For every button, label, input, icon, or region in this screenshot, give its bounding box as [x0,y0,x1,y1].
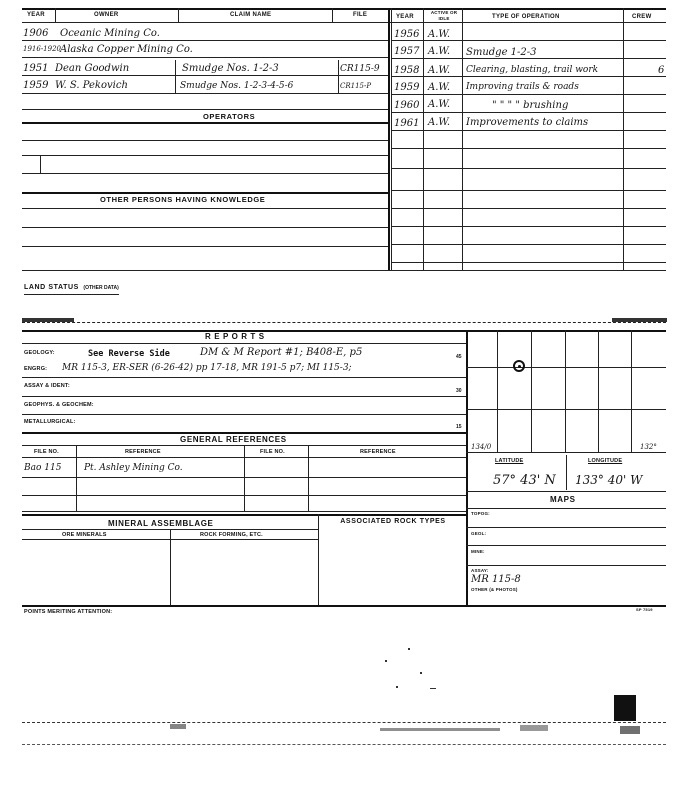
owner-row-owner: Dean Goodwin [55,63,130,74]
geology-value: DM & M Report #1; B408-E, p5 [200,347,363,358]
owner-row-year: 1916-1920 [23,45,61,53]
geology-label: GEOLOGY: [24,350,55,356]
metallurgical-label: METALLURGICAL: [24,419,76,425]
owner-row-year: 1906 [23,28,49,39]
assay-ident-label: ASSAY & IDENT: [24,383,70,389]
location-dot-icon [518,365,521,368]
claim-name-header: CLAIM NAME [230,12,272,18]
activity-row-year: 1961 [394,118,420,129]
grid-right-label: 132° [640,443,657,451]
file-no-header: FILE NO. [260,449,285,455]
land-status-label: LAND STATUS [24,284,79,291]
activity-row-operation: Smudge 1-2-3 [466,47,537,58]
owner-row-claim: Smudge Nos. 1-2-3 [182,63,279,74]
owner-row-owner: W. S. Pekovich [55,80,128,91]
owner-header: OWNER [94,12,119,18]
longitude-label: LONGITUDE [588,458,623,464]
owner-row-claim: Smudge Nos. 1-2-3-4-5-6 [180,81,294,91]
activity-row-operation: Clearing, blasting, trail work [466,65,599,75]
reference-text: Pt. Ashley Mining Co. [84,463,183,473]
form-number: SP 7519 [636,607,653,612]
owner-row-year: 1951 [23,63,49,74]
operators-title: OPERATORS [203,112,256,121]
geophys-geochem-label: GEOPHYS. & GEOCHEM: [24,402,94,408]
owner-row-file: CR115-P [340,82,372,90]
activity-row-year: 1957 [394,46,420,57]
assay-value: MR 115-8 [471,574,521,585]
general-references-title: GENERAL REFERENCES [180,435,287,444]
activity-row-operation: Improvements to claims [466,117,589,128]
land-status-sub: (OTHER DATA) [83,285,119,291]
crew-header: CREW [632,14,652,20]
file-header: FILE [353,12,368,18]
activity-row-year: 1960 [394,100,420,111]
owner-row-file: CR115-9 [340,64,380,74]
reference-file-no: Bao 115 [24,463,62,473]
points-meriting-attention: POINTS MERITING ATTENTION: [24,609,113,615]
assay-label: ASSAY: [471,568,489,573]
owner-row-year: 1959 [23,80,49,91]
engrg-value: MR 115-3, ER-SER (6-26-42) pp 17-18, MR 191-5 p7; MI 115-3; [62,363,352,373]
associated-rock-types-title: ASSOCIATED ROCK TYPES [340,518,446,525]
activity-row-operation: Improving trails & roads [466,82,579,92]
land-status [24,276,119,295]
longitude-value: 133° 40' W [575,473,643,487]
activity-row-status: A.W. [428,82,451,93]
activity-row-year: 1958 [394,65,420,76]
mine-label: MINE: [471,549,485,554]
activity-row-status: A.W. [428,99,451,110]
latitude-value: 57° 43' N [493,473,556,488]
owner-row-owner: Alaska Copper Mining Co. [60,44,193,55]
mineral-assemblage-title: MINERAL ASSEMBLAGE [108,519,214,528]
maps-title: MAPS [550,495,576,504]
activity-row-year: 1956 [394,29,420,40]
engrg-label: ENGRG: [24,366,48,372]
rock-forming-header: ROCK FORMING, ETC. [200,532,263,538]
geol-label: GEOL: [471,531,487,536]
other-persons-title: OTHER PERSONS HAVING KNOWLEDGE [100,195,266,204]
latitude-label: LATITUDE [495,458,524,464]
ore-minerals-header: ORE MINERALS [62,532,107,538]
activity-year-header: YEAR [396,14,414,20]
geology-stamp: See Reverse Side [88,349,170,359]
margin-number: 15 [456,424,462,430]
active-idle-header: ACTIVE OR IDLE [430,10,458,21]
other-photos-label: OTHER (& PHOTOS) [471,587,518,592]
topog-label: TOPOG: [471,511,490,516]
activity-row-status: A.W. [428,65,451,76]
grid-left-label: 134/0 [471,443,492,451]
activity-row-crew: 6 [658,65,665,76]
operation-header: TYPE OF OPERATION [492,14,560,20]
margin-number: 45 [456,354,462,360]
reference-header: REFERENCE [360,449,396,455]
reports-title: R E P O R T S [205,332,265,341]
activity-row-year: 1959 [394,82,420,93]
activity-row-status: A.W. [428,46,451,57]
margin-number: 30 [456,388,462,394]
reference-header: REFERENCE [125,449,161,455]
activity-row-operation: " " " " brushing [492,100,569,111]
owner-row-owner: Oceanic Mining Co. [60,28,160,39]
activity-row-status: A.W. [428,117,451,128]
year-header: YEAR [27,12,45,18]
activity-row-status: A.W. [428,29,451,40]
file-no-header: FILE NO. [34,449,59,455]
